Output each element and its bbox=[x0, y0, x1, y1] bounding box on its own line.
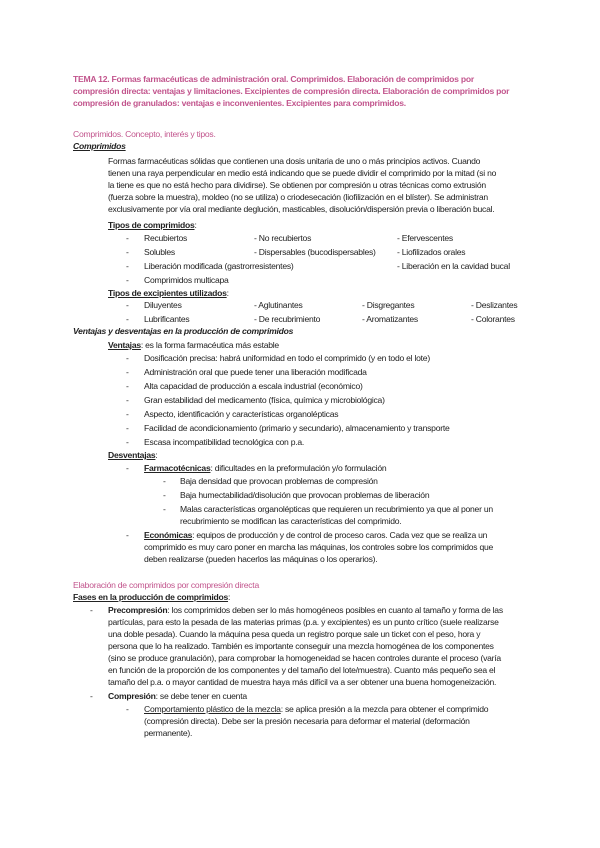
dash-bullet: - bbox=[126, 381, 129, 391]
excipiente-item: Lubrificantes bbox=[144, 314, 190, 324]
excipiente-item: - De recubrimiento bbox=[254, 314, 321, 324]
ventaja-item: Escasa incompatibilidad tecnológica con p.a. bbox=[144, 437, 305, 447]
precompresion-line-2: partículas, para esto la pesada de las materias primas (p.a. y excipientes) es un punto crítico (suele realizarse bbox=[108, 617, 499, 627]
dash-bullet: - bbox=[126, 704, 129, 714]
comportamiento-line-3: permanente). bbox=[144, 728, 193, 738]
excipiente-item: - Aromatizantes bbox=[362, 314, 418, 324]
dash-bullet: - bbox=[163, 504, 166, 514]
comprimidos-heading: Comprimidos bbox=[73, 141, 126, 151]
dash-bullet: - bbox=[163, 490, 166, 500]
tipo-item: - Liberación en la cavidad bucal bbox=[397, 261, 510, 271]
excipiente-item: - Colorantes bbox=[471, 314, 515, 324]
tipo-item: - Dispersables (bucodispersables) bbox=[254, 247, 376, 257]
excipientes-heading: Tipos de excipientes utilizados bbox=[108, 288, 227, 298]
ventaja-item: Gran estabilidad del medicamento (física, química y microbiológica) bbox=[144, 395, 385, 405]
dash-bullet: - bbox=[126, 300, 129, 310]
economicas-line-2: comprimido es muy caro poner en marcha las máquinas, los controles sobre los comprimidos que bbox=[144, 542, 494, 552]
excipiente-item: Diluyentes bbox=[144, 300, 182, 310]
dash-bullet: - bbox=[126, 275, 129, 285]
precompresion-line-7: tamaño del p.a. o mayor cantidad de muestra haya más difícil va a ser obtener una buena homogeneización. bbox=[108, 677, 497, 687]
desventajas-row: Desventajas: bbox=[108, 450, 158, 460]
ventaja-item: Aspecto, identificación y características organolépticas bbox=[144, 409, 339, 419]
comportamiento-line-1: : se aplica presión a la mezcla para obtener el comprimido bbox=[280, 704, 489, 714]
section-heading-comprimidos-concepto: Comprimidos. Concepto, interés y tipos. bbox=[73, 129, 216, 139]
economicas-line-1: : equipos de producción y de control de proceso caros. Cada vez que se realiza un bbox=[192, 530, 488, 540]
dash-bullet: - bbox=[126, 314, 129, 324]
dash-bullet: - bbox=[126, 409, 129, 419]
dash-bullet: - bbox=[163, 476, 166, 486]
farmacotecnicas-label: Farmacotécnicas bbox=[144, 463, 211, 473]
title-line-2: compresión directa: ventajas y limitaciones. Excipientes de compresión directa. Elaboración de comprimidos por bbox=[73, 86, 510, 96]
dash-bullet: - bbox=[126, 530, 129, 540]
tipo-item: - No recubiertos bbox=[254, 233, 312, 243]
compresion-suffix: : se debe tener en cuenta bbox=[155, 691, 247, 701]
farmaco-item: Baja humectabilidad/disolución que provocan problemas de liberación bbox=[180, 490, 430, 500]
precompresion-line-4: persona que lo ha realizado. También es importante conseguir una mezcla homogénea de los componentes bbox=[108, 641, 494, 651]
dash-bullet: - bbox=[126, 247, 129, 257]
comportamiento-row bbox=[144, 704, 488, 715]
excipiente-item: - Aglutinantes bbox=[254, 300, 303, 310]
excipiente-item: - Deslizantes bbox=[471, 300, 518, 310]
ventajas-row bbox=[108, 340, 279, 351]
ventajas-label: Ventajas bbox=[108, 340, 141, 350]
dash-bullet: - bbox=[126, 437, 129, 447]
intro-line-1: Formas farmacéuticas sólidas que contienen una dosis unitaria de uno o más principios activos. Cuando bbox=[108, 156, 481, 166]
dash-bullet: - bbox=[126, 261, 129, 271]
economicas-row bbox=[144, 530, 487, 541]
farmacotecnicas-suffix: : dificultades en la preformulación y/o formulación bbox=[210, 463, 387, 473]
compresion-label: Compresión bbox=[108, 691, 156, 701]
dash-bullet: - bbox=[126, 367, 129, 377]
section-heading-compresion-directa: Elaboración de comprimidos por compresión directa bbox=[73, 580, 259, 590]
fases-heading: Fases en la producción de comprimidos bbox=[73, 592, 229, 602]
precompresion-row bbox=[108, 605, 503, 616]
intro-line-3: la tiene es que no está hecho para dividirse). Se obtienen por compresión u otras técnicas como extrusión bbox=[108, 180, 486, 190]
intro-line-4: (fuerza sobre la muestra), moldeo (no se utiliza) o criodesecación (liofilización en el blíster). Se administran bbox=[108, 192, 488, 202]
farmaco-item-continued: recubrimiento se modifican las características del comprimido. bbox=[180, 516, 402, 526]
precompresion-line-1: : los comprimidos deben ser lo más homogéneos posibles en cuanto al tamaño y forma de las bbox=[167, 605, 503, 615]
tipo-item: Comprimidos multicapa bbox=[144, 275, 229, 285]
ventaja-item: Alta capacidad de producción a escala industrial (económico) bbox=[144, 381, 363, 391]
title-line-1: TEMA 12. Formas farmacéuticas de administración oral. Comprimidos. Elaboración de comprimidos por bbox=[73, 74, 474, 84]
economicas-line-3: deben realizarse (pueden hacerlos las máquinas o los operarios). bbox=[144, 554, 378, 564]
excipientes-heading-row: Tipos de excipientes utilizados: bbox=[108, 288, 229, 298]
dash-bullet: - bbox=[126, 423, 129, 433]
dash-bullet: - bbox=[126, 395, 129, 405]
dash-bullet: - bbox=[90, 691, 93, 701]
tipos-heading-row: Tipos de comprimidos: bbox=[108, 220, 197, 230]
precompresion-label: Precompresión bbox=[108, 605, 168, 615]
economicas-label: Económicas bbox=[144, 530, 193, 540]
farmaco-item: Baja densidad que provocan problemas de compresión bbox=[180, 476, 378, 486]
excipiente-item: - Disgregantes bbox=[362, 300, 415, 310]
fases-row: Fases en la producción de comprimidos: bbox=[73, 592, 231, 602]
precompresion-line-5: (sino se produce granulación), para comprobar la homogeneidad se hacen controles durante el proceso (varía bbox=[108, 653, 501, 663]
farmaco-item: Malas características organolépticas que requieren un recubrimiento ya que al poner un bbox=[180, 504, 493, 514]
precompresion-line-3: una doble pesada). Cuando la máquina pesa queda un registro porque sale un ticket con el peso, hora y bbox=[108, 629, 481, 639]
compresion-row bbox=[108, 691, 247, 702]
tipo-item: - Efervescentes bbox=[397, 233, 453, 243]
ventajas-desventajas-heading: Ventajas y desventajas en la producción de comprimidos bbox=[73, 326, 294, 336]
tipos-heading: Tipos de comprimidos bbox=[108, 220, 195, 230]
tipo-item: - Liofilizados orales bbox=[397, 247, 466, 257]
dash-bullet: - bbox=[90, 605, 93, 615]
dash-bullet: - bbox=[126, 353, 129, 363]
title-line-3: compresión de granulados: ventajas e inconvenientes. Excipientes para comprimidos. bbox=[73, 98, 406, 108]
precompresion-line-6: en función de la proporción de los componentes y del tamaño del lote/muestra). Cuanto más pequeño sea el bbox=[108, 665, 496, 675]
ventaja-item: Administración oral que puede tener una liberación modificada bbox=[144, 367, 367, 377]
comportamiento-label: Comportamiento plástico de la mezcla bbox=[144, 704, 281, 714]
tipo-item: Solubles bbox=[144, 247, 175, 257]
tipo-item: Recubiertos bbox=[144, 233, 188, 243]
ventaja-item: Facilidad de acondicionamiento (primario y secundario), almacenamiento y transporte bbox=[144, 423, 450, 433]
dash-bullet: - bbox=[126, 463, 129, 473]
intro-line-5: exclusivamente por vía oral mediante deglución, masticables, disolución/dispersión previa o liberación bucal. bbox=[108, 204, 495, 214]
ventajas-suffix: : es la forma farmacéutica más estable bbox=[140, 340, 279, 350]
comportamiento-line-2: (compresión directa). Debe ser la presión necesaria para deformar el material (deformación bbox=[144, 716, 470, 726]
desventajas-label: Desventajas bbox=[108, 450, 156, 460]
farmacotecnicas-row bbox=[144, 463, 386, 474]
ventaja-item: Dosificación precisa: habrá uniformidad en todo el comprimido (y en todo el lote) bbox=[144, 353, 430, 363]
tipo-item: Liberación modificada (gastrorresistentes) bbox=[144, 261, 294, 271]
intro-line-2: tienen una raya perpendicular en medio está indicando que se puede dividir el comprimido por la mitad (si no bbox=[108, 168, 497, 178]
dash-bullet: - bbox=[126, 233, 129, 243]
